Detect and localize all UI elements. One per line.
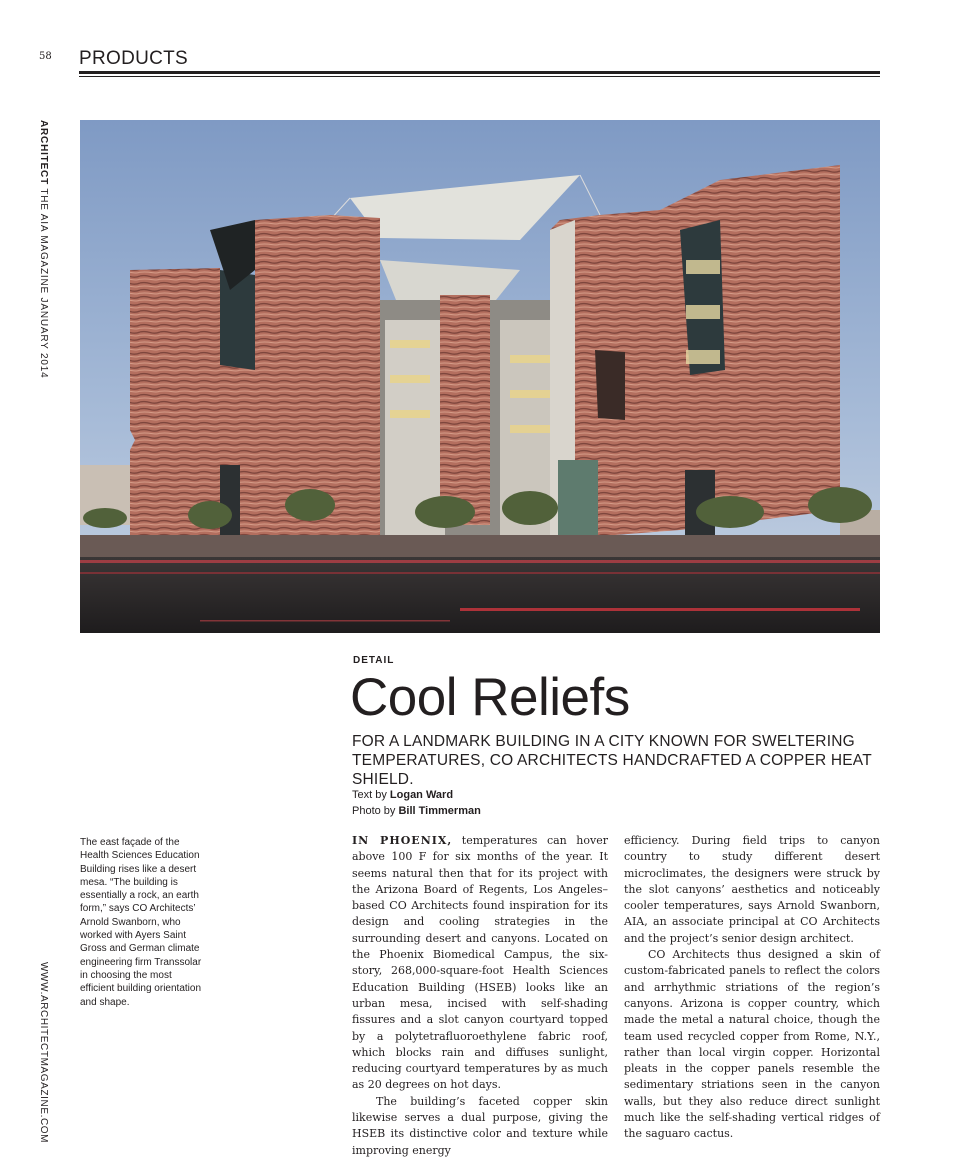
lead-in: IN PHOENIX, (352, 834, 453, 847)
page-number: 58 (39, 51, 52, 62)
text-credit-name: Logan Ward (389, 789, 454, 801)
magazine-issue: THE AIA MAGAZINE JANUARY 2014 (38, 184, 49, 379)
header-rule-thick (79, 71, 880, 74)
magazine-name: ARCHITECT (38, 120, 49, 185)
body-column-1 (352, 833, 608, 1159)
photo-credit (352, 803, 481, 819)
magazine-tagline (38, 120, 49, 379)
photo-credit-name: Bill Timmerman (398, 805, 481, 817)
photo-credit-label: Photo by (352, 805, 399, 817)
body-text: temperatures can hover above 100 F for six months of the year. It seems natural then that for its project with the Arizona Board of Regents, Los Angeles–based CO Architects found inspiration for its design and cooling strategies in the surrounding desert and canyons. Located on the Phoenix Biomedical Campus, the six-story, 268,000-square-foot Health Sciences Education Building (HSEB) looks like an urban mesa, incised with self-shading fissures and a slot canyon courtyard topped by a polytetrafluoroethylene fabric roof, which blocks rain and diffuses sunlight, reducing courtyard temperatures by as much as 20 degrees on hot days. (352, 834, 608, 1092)
section-title: PRODUCTS (79, 48, 189, 69)
article-credits (352, 787, 481, 819)
body-paragraph: CO Architects thus designed a skin of custom-fabricated panels to reflect the colors and arrhythmic striations of the region’s canyons. Arizona is copper country, which made the metal a natural choice, though the team used recycled copper from Rome, N.Y., rather than local virgin copper. Horizontal pleats in the copper panels resemble the sedimentary striations seen in the canyon walls, but they also reduce direct sunlight much like the self-shading vertical ridges of the saguaro cactus. (624, 948, 880, 1141)
body-paragraph: The building’s faceted copper skin likewise serves a dual purpose, giving the HSEB its distinctive color and texture while improving energy (352, 1094, 608, 1157)
body-paragraph: efficiency. During field trips to canyon country to study different desert microclimates, the designers were struck by the slot canyons’ aesthetics and noticeably cooler temperatures, says Arnold Swanborn, AIA, an associate principal at CO Architects and the project’s senior design architect. (624, 834, 880, 945)
building-photo (80, 120, 880, 633)
text-credit (352, 787, 481, 803)
body-column-2 (624, 833, 880, 1143)
article-kicker: DETAIL (353, 655, 395, 666)
body-paragraph (352, 833, 608, 1094)
photo-caption: The east façade of the Health Sciences Education Building rises like a desert mesa. “The building is essentially a rock, an earth form,” says CO Architects’ Arnold Swanborn, who worked with Ayers Saint Gross and German climate engineering firm Transsolar in choosing the most efficient building orientation and shape. (80, 837, 202, 1008)
website-url: WWW.ARCHITECTMAGAZINE.COM (38, 962, 49, 1144)
text-credit-label: Text by (352, 789, 390, 801)
article-headline: Cool Reliefs (350, 668, 630, 727)
article-dek: FOR A LANDMARK BUILDING IN A CITY KNOWN FOR SWELTERING TEMPERATURES, CO ARCHITECTS HANDCRAFTED A COPPER HEAT SHIELD. (352, 733, 872, 788)
header-rule-thin (79, 76, 880, 77)
